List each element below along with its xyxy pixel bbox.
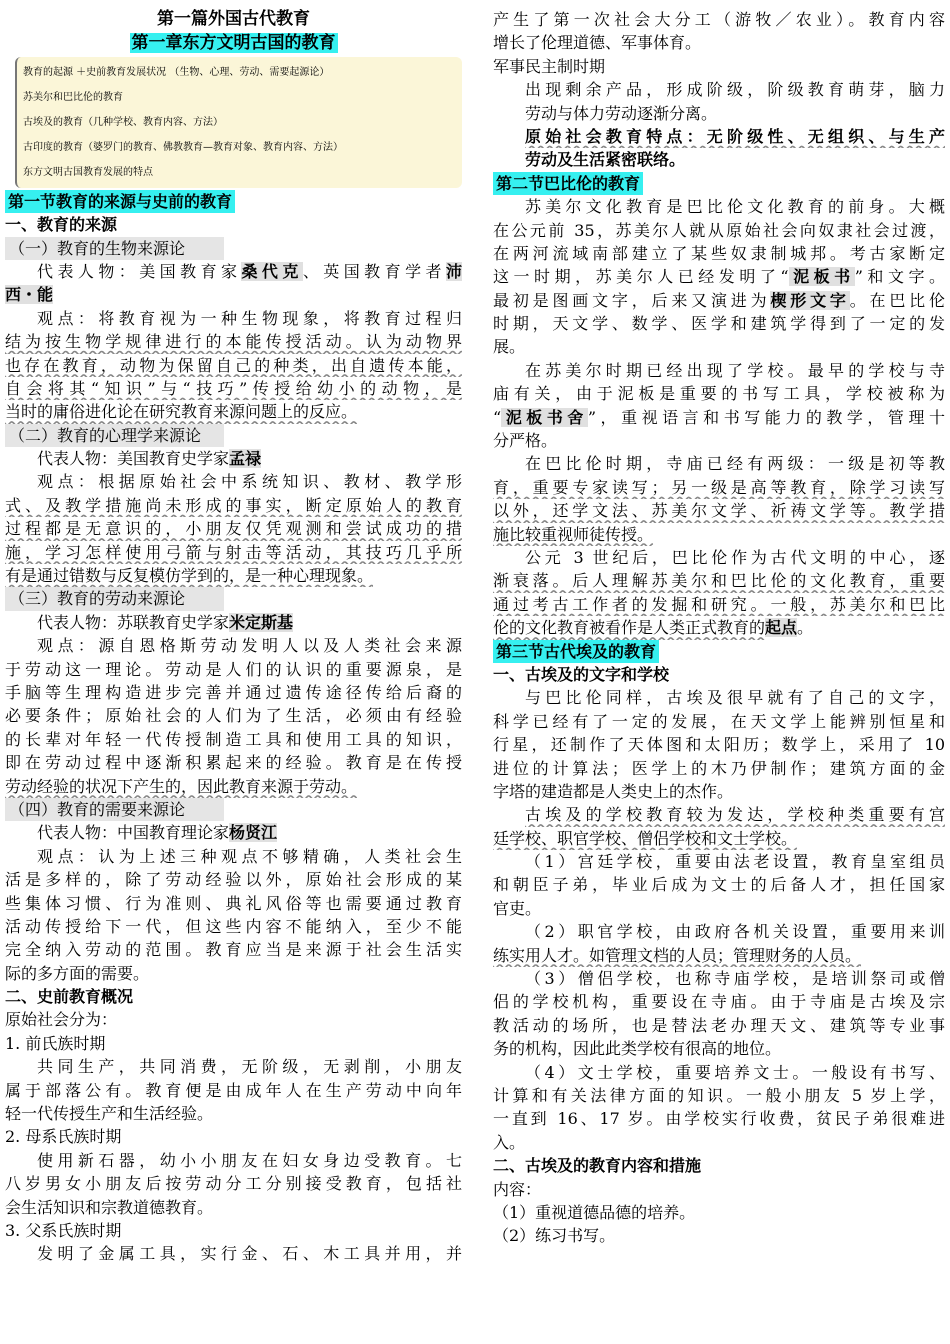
list-item: 2. 母系氏族时期 <box>5 1127 122 1147</box>
text-line: 式、及教学措施尚未形成的事实，断定原始人的教育 <box>5 495 462 515</box>
list-item: 1. 前氏族时期 <box>5 1033 106 1053</box>
text-line: 活是多样的，除了劳动经验以外，原始社会形成的某 <box>5 870 462 890</box>
text-line: 公元 3 世纪后，巴比伦作为古代文明的中心，逐 <box>525 547 945 567</box>
right-column <box>493 8 945 1248</box>
text-line: 教活动的场所，也是替法老办理天文、建筑等专业事 <box>493 1015 945 1035</box>
list-item: （1）重视道德品德的培养。 <box>493 1202 696 1222</box>
list-item: （2）练习书写。 <box>493 1226 616 1246</box>
text-line: （4）文士学校，重要培养文士。一般设有书写、 <box>525 1062 945 1082</box>
text-line: 行星，还制作了天体图和太阳历；数学上，采用了 10 <box>493 735 945 755</box>
text-line: 劳动及生活紧密联络。 <box>525 150 686 170</box>
text-line: 在两河流域南部建立了某些奴隶制城邦。考古家断定 <box>493 243 945 263</box>
left-column <box>5 8 462 1266</box>
text-line: 会生活知识和宗教道德教育。 <box>5 1197 214 1217</box>
text-line: 原始社会教育特点：无阶级性、无组织、与生产 <box>525 126 945 146</box>
chapter-title-text: 第一章东方文明古国的教育 <box>131 33 336 54</box>
outline-item: 教育的起源 ＋史前教育发展状况 （生物、心理、劳动、需要起源论） <box>23 66 330 78</box>
outline-item: 东方文明古国教育发展的特点 <box>23 166 153 178</box>
text-line: 在苏美尔时期已经出现了学校。最早的学校与寺 <box>525 360 945 380</box>
text-line: 伦的文化教育被看作是人类正式教育的起点。 <box>493 618 814 638</box>
text-line: 苏美尔文化教育是巴比伦文化教育的前身。大概 <box>525 197 945 217</box>
text-line: 和朝臣子弟，毕业后成为文士的后备人才，担任国家 <box>493 875 945 895</box>
text-line: 科学已经有了一定的发展，在天文学上能辨别恒星和 <box>493 711 945 731</box>
text-line: 内容： <box>493 1179 542 1199</box>
text-line: 也存在教育，动物为保留自己的种类，出自遗传本能， <box>5 355 462 375</box>
text-line: 以外，还学文法、苏美尔文学、祈祷文学等。教学措 <box>493 501 945 521</box>
outline-item: 古埃及的教育（几种学校、教育内容、方法） <box>23 116 223 128</box>
text-line: 这一时期，苏美尔人已经发明了“泥板书”和文字。 <box>493 267 945 287</box>
text-line: 际的多方面的需要。 <box>5 963 150 983</box>
text-line: 必要条件；原始社会的人们为了生活，必须由有经验 <box>5 706 462 726</box>
text-line: 练实用人才。如管理文档的人员；管理财务的人员。 <box>493 945 862 965</box>
text-line: （1）宫廷学校，重要由法老设置，教育皇室组员 <box>525 852 945 872</box>
text-line: 完全纳入劳动的范围。教育应当是来源于社会生活实 <box>5 940 462 960</box>
text-line: 施，学习怎样使用弓箭与射击等活动，其技巧几乎所 <box>5 542 462 562</box>
text-line: 在公元前 35，苏美尔人就从原始社会向奴隶社会过渡， <box>493 220 945 240</box>
text-line: 分严格。 <box>493 431 558 451</box>
text-line: 通过考古工作者的发掘和研究。一般，苏美尔和巴比 <box>493 594 945 614</box>
text-line: （2）职官学校，由政府各机关设置，重要用来训 <box>525 922 945 942</box>
text-line: 军事民主制时期 <box>493 56 606 76</box>
outline-item: 苏美尔和巴比伦的教育 <box>23 91 123 103</box>
part-title: 第一篇外国古代教育 <box>157 9 310 29</box>
text-line: “泥板书舍”，重视语言和书写能力的教学，管理十 <box>493 407 945 427</box>
text-line: 与巴比伦同样，古埃及很早就有了自己的文字， <box>525 688 945 708</box>
text-line: 在巴比伦时期，寺庙已经有两级：一级是初等教 <box>525 454 945 474</box>
text-line: 产生了第一次社会大分工（游牧／农业）。教育内容 <box>493 10 945 29</box>
section-heading: 第三节古代埃及的教育 <box>493 640 945 663</box>
text-line: 施比较重视师徒传授。 <box>493 524 654 544</box>
text-line: 共同生产，共同消费，无阶级，无剥削，小朋友 <box>37 1057 462 1077</box>
text-line: 即在劳动过程中逐渐积累起来的经验。教育是在传授 <box>5 753 462 773</box>
text-line: 劳动与体力劳动逐渐分离。 <box>525 103 718 123</box>
text-line: 庙有关，由于泥板是重要的书写工具，学校被称为 <box>493 384 945 404</box>
text-line: 轻一代传授生产和生活经验。 <box>5 1104 214 1124</box>
text-line: 八岁男女小朋友后按劳动分工分别接受教育，包括社 <box>5 1174 462 1194</box>
text-line: 官吏。 <box>493 898 542 918</box>
section-heading: 第二节巴比伦的教育 <box>493 172 945 195</box>
text-line: 的长辈对年轻一代传授制造工具和使用工具的知识， <box>5 729 462 749</box>
text-line: 有是通过错数与反复模仿学到的，是一种心理现象。 <box>5 566 374 586</box>
heading: 二、古埃及的教育内容和措施 <box>493 1156 702 1176</box>
text-line: 西・能 <box>5 285 54 305</box>
subheading: （二）教育的心理学来源论 <box>5 424 462 447</box>
text-line: 进位的计算法；医学上的木乃伊制作；建筑方面的金 <box>493 758 945 778</box>
text-line: 渐衰落。后人理解苏美尔和巴比伦的文化教育，重要 <box>493 571 945 591</box>
text-line: 字塔的建造都是人类史上的杰作。 <box>493 781 734 801</box>
text-line: 些集体习惯、行为准则、典礼风俗等也需要通过教育 <box>5 893 462 913</box>
outline-item: 古印度的教育（婆罗门的教育、佛教教育—教育对象、教育内容、方法） <box>23 141 343 153</box>
text-line: 活动传授给下一代，但这些内容不能纳入，至少不能 <box>5 916 462 936</box>
text-line: 代表人物：美国教育家桑代克、英国教育学者沛 <box>37 261 462 281</box>
text-line: 务的机构，因此此类学校有很高的地位。 <box>493 1039 782 1059</box>
text-line: （3）僧侣学校，也称寺庙学校，是培训祭司或僧 <box>525 969 945 989</box>
text-line: 入。 <box>493 1132 526 1152</box>
text-line: 结为按生物学规律进行的本能传授活动。认为动物界 <box>5 332 462 352</box>
text-line: 观点：源自恩格斯劳动发明人以及人类社会来源 <box>37 636 462 656</box>
text-line: 劳动经验的状况下产生的，因此教育来源于劳动。 <box>5 776 358 796</box>
text-line: 过程都是无意识的，小朋友仅凭观测和尝试成功的措 <box>5 519 462 539</box>
heading: 一、教育的来源 <box>5 215 118 235</box>
text-line: 观点：根据原始社会中系统知识、教材、教学形 <box>37 472 462 492</box>
text-line: 于劳动这一理论。劳动是人们的认识的重要源泉，是 <box>5 659 462 679</box>
text-line: 计算和有关法律方面的知识。一般小朋友 5 岁上学， <box>493 1085 945 1105</box>
text-line: 侣的学校机构，重要设在寺庙。由于寺庙是古埃及宗 <box>493 992 945 1012</box>
text-line: 原始社会分为： <box>5 1010 118 1030</box>
subheading: （三）教育的劳动来源论 <box>5 587 462 610</box>
text-line: 一直到 16、17 岁。由学校实行收费，贫民子弟很难进 <box>493 1109 945 1129</box>
heading: 一、古埃及的文字和学校 <box>493 664 670 684</box>
text-line: 属于部落公有。教育便是由成年人在生产劳动中向年 <box>5 1080 462 1100</box>
text-line: 代表人物：苏联教育史学家米定斯基 <box>37 612 294 632</box>
text-line: 使用新石器，幼小小朋友在妇女身边受教育。七 <box>37 1150 462 1170</box>
text-line: 观点：将教育视为一种生物现象，将教育过程归 <box>37 308 462 328</box>
chapter-outline <box>15 57 462 188</box>
text-line: 观点：认为上述三种观点不够精确，人类社会生 <box>37 846 462 866</box>
text-line: 展。 <box>493 337 526 357</box>
text-line: 发明了金属工具，实行金、石、木工具并用，并 <box>37 1244 462 1264</box>
list-item: 3. 父系氏族时期 <box>5 1220 122 1240</box>
subheading: （一）教育的生物来源论 <box>5 237 462 260</box>
text-line: 增长了伦理道德、军事体育。 <box>493 33 702 53</box>
text-line: 代表人物：美国教育史学家孟禄 <box>37 449 262 469</box>
text-line: 手脑等生理构造进步完善并通过遗传途径传给后裔的 <box>5 682 462 702</box>
chapter-title <box>5 31 462 54</box>
text-line: 当时的庸俗进化论在研究教育来源问题上的反应。 <box>5 402 358 422</box>
heading: 二、史前教育概况 <box>5 987 134 1007</box>
text-line: 廷学校、职官学校、僧侣学校和文士学校。 <box>493 828 798 848</box>
section-heading: 第一节教育的来源与史前的教育 <box>5 190 462 213</box>
text-line: 育，重要专家读写；另一级是高等教育，除学习读写 <box>493 477 945 497</box>
text-line: 古埃及的学校教育较为发达，学校种类重要有宫 <box>525 805 945 825</box>
text-line: 时期，天文学、数学、医学和建筑学得到了一定的发 <box>493 314 945 334</box>
text-line: 最初是图画文字，后来又演进为楔形文字。在巴比伦 <box>493 290 945 310</box>
text-line: 出现剩余产品，形成阶级，阶级教育萌芽，脑力 <box>525 80 945 100</box>
text-line: 代表人物：中国教育理论家杨贤江 <box>37 823 278 843</box>
text-line: 自会将其“知识”与“技巧”传授给幼小的动物，是 <box>5 378 462 398</box>
subheading: （四）教育的需要来源论 <box>5 798 462 821</box>
